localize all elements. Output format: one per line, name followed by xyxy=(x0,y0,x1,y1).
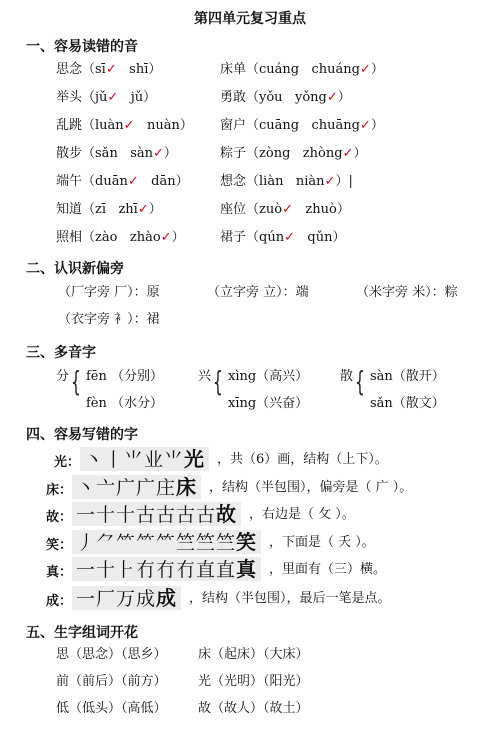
word-text: 乱跳（ xyxy=(56,118,96,133)
page-title: 第四单元复习重点 xyxy=(194,11,306,27)
close-paren: ） xyxy=(370,118,384,133)
close-paren: ） xyxy=(163,146,177,161)
final-char: 床 xyxy=(176,475,198,499)
section-heading-1: 一、容易读错的音 xyxy=(26,39,138,55)
pinyin-option: sī xyxy=(95,62,106,77)
final-char: 真 xyxy=(236,557,258,581)
stroke-order-image xyxy=(80,447,209,471)
spacer xyxy=(299,62,311,77)
pinyin-option: sàn xyxy=(130,146,154,161)
char-description: ，里面有（三）横。 xyxy=(269,562,387,577)
char-label: 光： xyxy=(54,455,81,470)
word-text: 端午（ xyxy=(56,174,96,189)
close-paren: ） xyxy=(353,146,367,161)
pinyin-item xyxy=(220,229,346,247)
pinyin-option: zī xyxy=(95,202,107,217)
pinyin-item xyxy=(220,117,384,135)
final-char: 故 xyxy=(216,502,238,526)
check-icon: ✓ xyxy=(153,146,164,161)
spacer xyxy=(139,174,151,189)
pinyin-option: jǔ xyxy=(130,90,144,105)
pinyin-option: dān xyxy=(151,174,176,189)
pinyin-item xyxy=(56,61,161,79)
pinyin-option: zuò xyxy=(259,202,283,217)
section-heading-3: 三、多音字 xyxy=(26,345,96,361)
char-description: ，右边是（ 攵 ）。 xyxy=(249,507,355,522)
pinyin-option: cuāng xyxy=(259,118,300,133)
spacer xyxy=(117,62,129,77)
word-group: 前（前后）（前方） xyxy=(56,674,167,689)
polyphone-reading: xìng（高兴） xyxy=(228,369,309,384)
pinyin-option: qǔn xyxy=(307,230,333,245)
pinyin-item xyxy=(220,173,353,191)
polyphone-reading: fēn （分别） xyxy=(86,369,164,384)
word-text: 裙子（ xyxy=(220,230,260,245)
pinyin-item xyxy=(56,145,177,163)
pinyin-option: chuáng xyxy=(311,62,361,77)
pinyin-item xyxy=(56,117,193,135)
pinyin-option: zhī xyxy=(118,202,138,217)
check-icon: ✓ xyxy=(360,118,371,133)
radical-item: （米字旁 米）：粽 xyxy=(356,285,458,300)
pinyin-option: niàn xyxy=(295,174,325,189)
check-icon: ✓ xyxy=(160,230,172,245)
pinyin-option: duān xyxy=(95,174,128,189)
close-paren: ） xyxy=(143,90,157,105)
close-paren: ） xyxy=(171,230,185,245)
radical-item: （厂字旁 厂）：原 xyxy=(58,285,160,300)
word-group: 故（故人）（故土） xyxy=(198,701,309,716)
pinyin-item xyxy=(220,89,351,107)
polyphone-reading: sǎn（散文） xyxy=(370,396,445,411)
section-heading-2: 二、认识新偏旁 xyxy=(26,261,124,277)
close-paren: ） xyxy=(336,202,350,217)
check-icon: ✓ xyxy=(282,202,293,217)
brace-icon: { xyxy=(71,365,81,398)
pinyin-item xyxy=(220,61,384,79)
word-text: 散步（ xyxy=(56,146,96,161)
check-icon: ✓ xyxy=(324,174,336,189)
pinyin-option: nuàn xyxy=(146,118,180,133)
spacer xyxy=(290,146,302,161)
spacer xyxy=(118,146,130,161)
close-paren: ） xyxy=(337,90,351,105)
pinyin-option: shī xyxy=(129,62,149,77)
word-text: 座位（ xyxy=(220,202,260,217)
stroke-sequence: 一厂万成 xyxy=(76,588,157,610)
close-paren: ） xyxy=(332,230,346,245)
polyphone-char: 分 xyxy=(56,369,70,384)
close-paren: ）| xyxy=(335,174,353,189)
word-text: 窗户（ xyxy=(220,118,260,133)
stroke-order-image xyxy=(72,475,201,499)
pinyin-option: zòng xyxy=(259,146,291,161)
char-description: ，结构（半包围），偏旁是（ 广 ）。 xyxy=(209,480,413,495)
word-group: 光（光明）（阳光） xyxy=(198,674,309,689)
char-label: 真： xyxy=(46,565,73,580)
check-icon: ✓ xyxy=(360,62,371,77)
close-paren: ） xyxy=(148,62,162,77)
word-group: 低（低头）（高低） xyxy=(56,701,167,716)
polyphone-reading: sàn（散开） xyxy=(370,369,445,384)
word-text: 勇敢（ xyxy=(220,90,260,105)
brace-icon: { xyxy=(213,365,223,398)
check-icon: ✓ xyxy=(137,202,149,217)
word-text: 知道（ xyxy=(56,202,96,217)
pinyin-option: zhòng xyxy=(302,146,343,161)
pinyin-option: zào xyxy=(95,230,118,245)
word-text: 粽子（ xyxy=(220,146,260,161)
word-text: 照相（ xyxy=(56,230,96,245)
word-text: 思念（ xyxy=(56,62,96,77)
check-icon: ✓ xyxy=(107,90,119,105)
polyphone-reading: xīng（兴奋） xyxy=(228,396,309,411)
stroke-order-image xyxy=(72,586,181,610)
char-label: 笑： xyxy=(46,538,73,553)
char-description: ，下面是（ 夭 ）。 xyxy=(269,535,375,550)
word-text: 想念（ xyxy=(220,174,260,189)
close-paren: ） xyxy=(175,174,189,189)
brace-icon: { xyxy=(355,365,365,398)
word-text: 举头（ xyxy=(56,90,96,105)
stroke-sequence: 丶丨⺌业⺌ xyxy=(84,449,185,471)
word-group: 床（起床）（大床） xyxy=(198,647,309,662)
check-icon: ✓ xyxy=(342,146,354,161)
spacer xyxy=(117,230,129,245)
stroke-sequence: 一十⺊冇冇冇直直 xyxy=(76,559,237,581)
pinyin-option: zhuò xyxy=(305,202,337,217)
stroke-order-image xyxy=(72,502,241,526)
close-paren: ） xyxy=(370,62,384,77)
final-char: 笑 xyxy=(236,530,258,554)
section-heading-4: 四、容易写错的字 xyxy=(26,427,138,443)
pinyin-item xyxy=(220,201,350,219)
pinyin-option: zhào xyxy=(129,230,161,245)
word-text: 床单（ xyxy=(220,62,260,77)
stroke-order-image xyxy=(72,557,261,581)
polyphone-char: 兴 xyxy=(198,369,212,384)
pinyin-option: qún xyxy=(259,230,285,245)
pinyin-option: yǒu xyxy=(259,90,283,105)
char-label: 故： xyxy=(46,510,73,525)
close-paren: ） xyxy=(148,202,162,217)
char-description: ，结构（半包围），最后一笔是点。 xyxy=(189,591,391,606)
spacer xyxy=(135,118,147,133)
pinyin-item xyxy=(56,229,185,247)
char-label: 成： xyxy=(46,594,73,609)
polyphone-reading: fèn （水分） xyxy=(86,396,164,411)
radical-item: （衣字旁 衤）：裙 xyxy=(58,312,160,327)
final-char: 成 xyxy=(156,586,178,610)
radical-item: （立字旁 立）：端 xyxy=(207,285,309,300)
spacer xyxy=(283,174,295,189)
char-label: 床： xyxy=(46,483,73,498)
stroke-sequence: 丶亠广广庄 xyxy=(76,477,177,499)
check-icon: ✓ xyxy=(127,174,139,189)
spacer xyxy=(118,90,130,105)
check-icon: ✓ xyxy=(105,62,117,77)
pinyin-option: yǒng xyxy=(294,90,327,105)
pinyin-option: chuāng xyxy=(311,118,361,133)
pinyin-option: liàn xyxy=(259,174,284,189)
char-description: ，共（6）画，结构（上下）。 xyxy=(217,452,388,467)
pinyin-item xyxy=(220,145,366,163)
pinyin-item xyxy=(56,89,156,107)
pinyin-item xyxy=(56,173,189,191)
close-paren: ） xyxy=(179,118,193,133)
word-group: 思（思念）（思乡） xyxy=(56,647,167,662)
spacer xyxy=(293,202,305,217)
pinyin-item xyxy=(56,201,162,219)
pinyin-option: sǎn xyxy=(95,146,118,161)
pinyin-option: cuáng xyxy=(259,62,300,77)
stroke-order-image xyxy=(72,530,261,554)
final-char: 光 xyxy=(184,447,206,471)
check-icon: ✓ xyxy=(284,230,295,245)
check-icon: ✓ xyxy=(326,90,338,105)
pinyin-option: luàn xyxy=(95,118,124,133)
check-icon: ✓ xyxy=(123,118,135,133)
spacer xyxy=(106,202,118,217)
pinyin-option: jǔ xyxy=(95,90,108,105)
spacer xyxy=(295,230,307,245)
stroke-sequence: 丿⺈⺮⺮⺮竺竺竺 xyxy=(76,532,237,554)
spacer xyxy=(299,118,311,133)
spacer xyxy=(283,90,295,105)
polyphone-char: 散 xyxy=(340,369,354,384)
section-heading-5: 五、生字组词开花 xyxy=(26,625,138,641)
stroke-sequence: 一十十古古古古 xyxy=(76,504,217,526)
